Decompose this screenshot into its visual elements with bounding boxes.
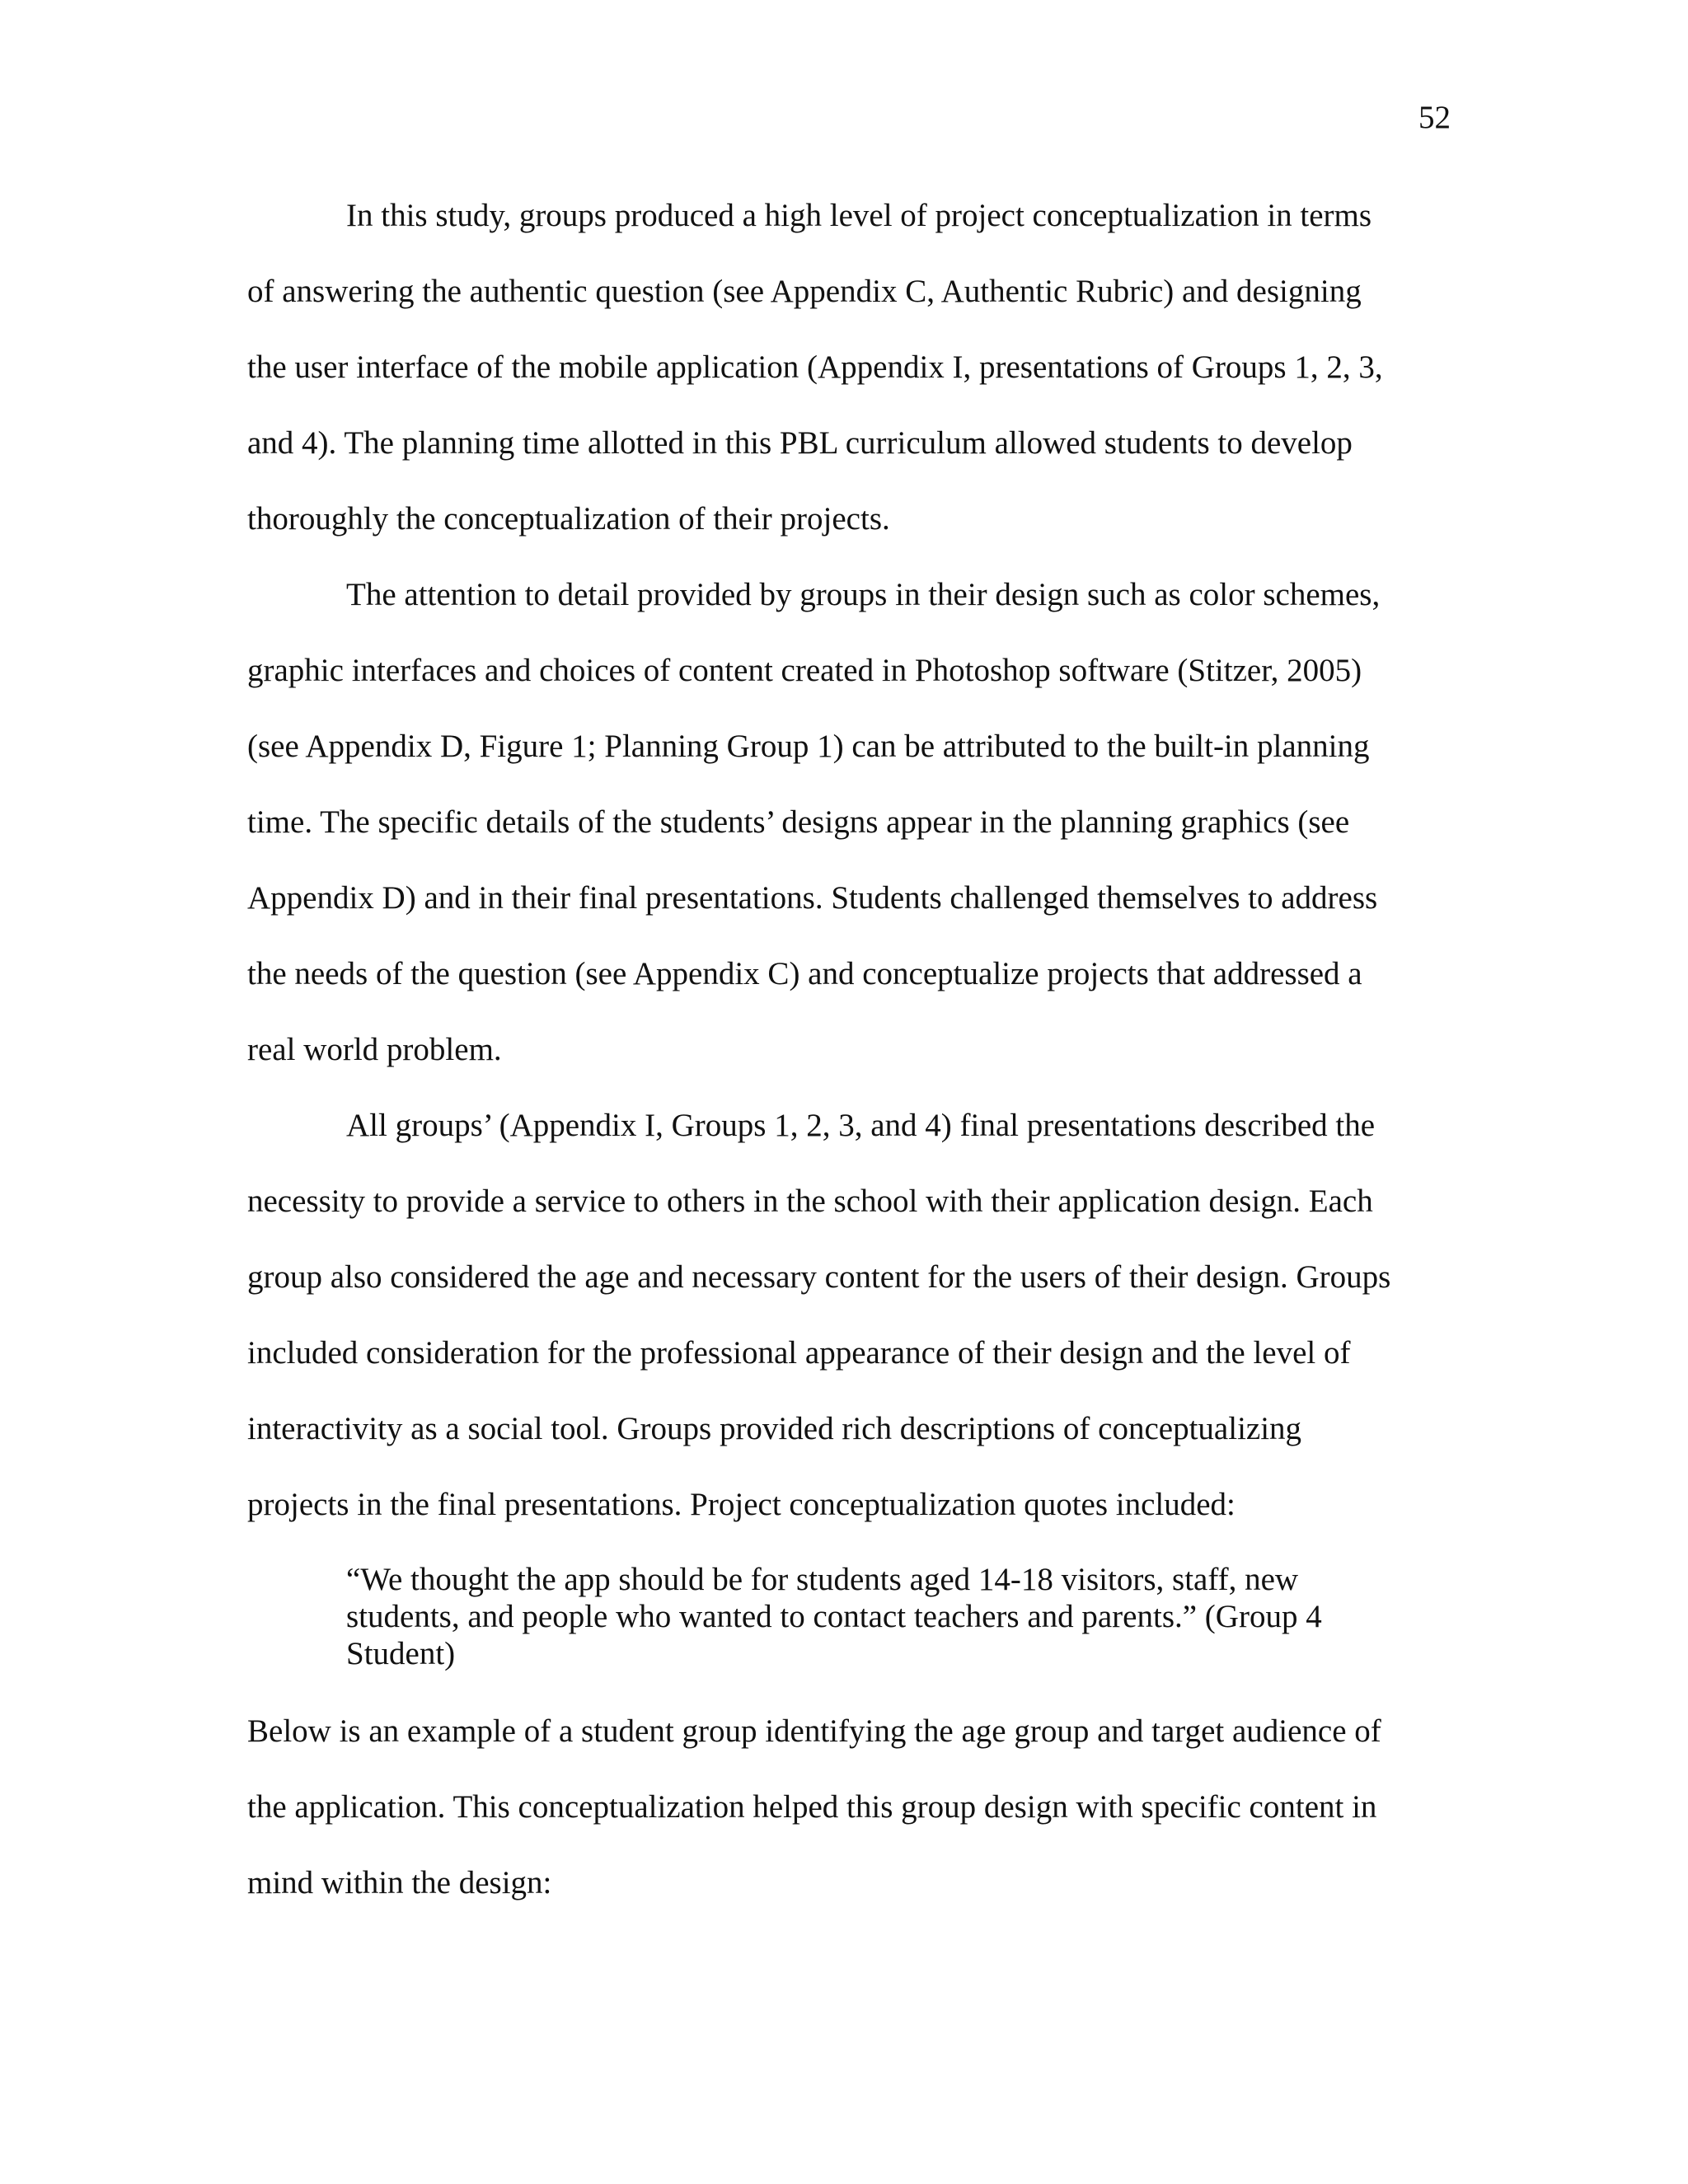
text-line: the user interface of the mobile application (Appendix I, presentations of Groups 1, 2, 3,	[247, 349, 1383, 385]
text-line: mind within the design:	[247, 1865, 552, 1900]
text-line: time. The specific details of the students’ designs appear in the planning graphics (see	[247, 804, 1350, 840]
text-line: thoroughly the conceptualization of their projects.	[247, 501, 890, 537]
text-line: the needs of the question (see Appendix C) and conceptualize projects that addressed a	[247, 956, 1362, 991]
text-line: of answering the authentic question (see Appendix C, Authentic Rubric) and designing	[247, 274, 1362, 309]
text-line: The attention to detail provided by groups in their design such as color schemes,	[346, 577, 1381, 612]
text-line: group also considered the age and necessary content for the users of their design. Groups	[247, 1259, 1391, 1295]
quote-line: Student)	[346, 1636, 456, 1671]
text-line: the application. This conceptualization helped this group design with specific content in	[247, 1789, 1377, 1825]
text-line: (see Appendix D, Figure 1; Planning Group 1) can be attributed to the built-in planning	[247, 729, 1370, 764]
text-line: interactivity as a social tool. Groups provided rich descriptions of conceptualizing	[247, 1411, 1302, 1446]
text-line: In this study, groups produced a high level of project conceptualization in terms	[346, 198, 1372, 233]
text-line: real world problem.	[247, 1032, 502, 1067]
quote-line: students, and people who wanted to contact teachers and parents.” (Group 4	[346, 1599, 1322, 1634]
text-line: necessity to provide a service to others in the school with their application design. Each	[247, 1183, 1373, 1219]
text-line: included consideration for the professional appearance of their design and the level of	[247, 1335, 1351, 1371]
text-line: All groups’ (Appendix I, Groups 1, 2, 3, and 4) final presentations described the	[346, 1108, 1376, 1143]
text-line: projects in the final presentations. Project conceptualization quotes included:	[247, 1487, 1236, 1522]
text-line: and 4). The planning time allotted in this PBL curriculum allowed students to develop	[247, 425, 1353, 461]
quote-line: “We thought the app should be for students aged 14-18 visitors, staff, new	[346, 1562, 1299, 1597]
text-line: graphic interfaces and choices of content created in Photoshop software (Stitzer, 2005)	[247, 653, 1362, 688]
page-number: 52	[1418, 100, 1451, 135]
text-line: Appendix D) and in their final presentations. Students challenged themselves to address	[247, 880, 1378, 916]
text-line: Below is an example of a student group identifying the age group and target audience of	[247, 1713, 1381, 1749]
